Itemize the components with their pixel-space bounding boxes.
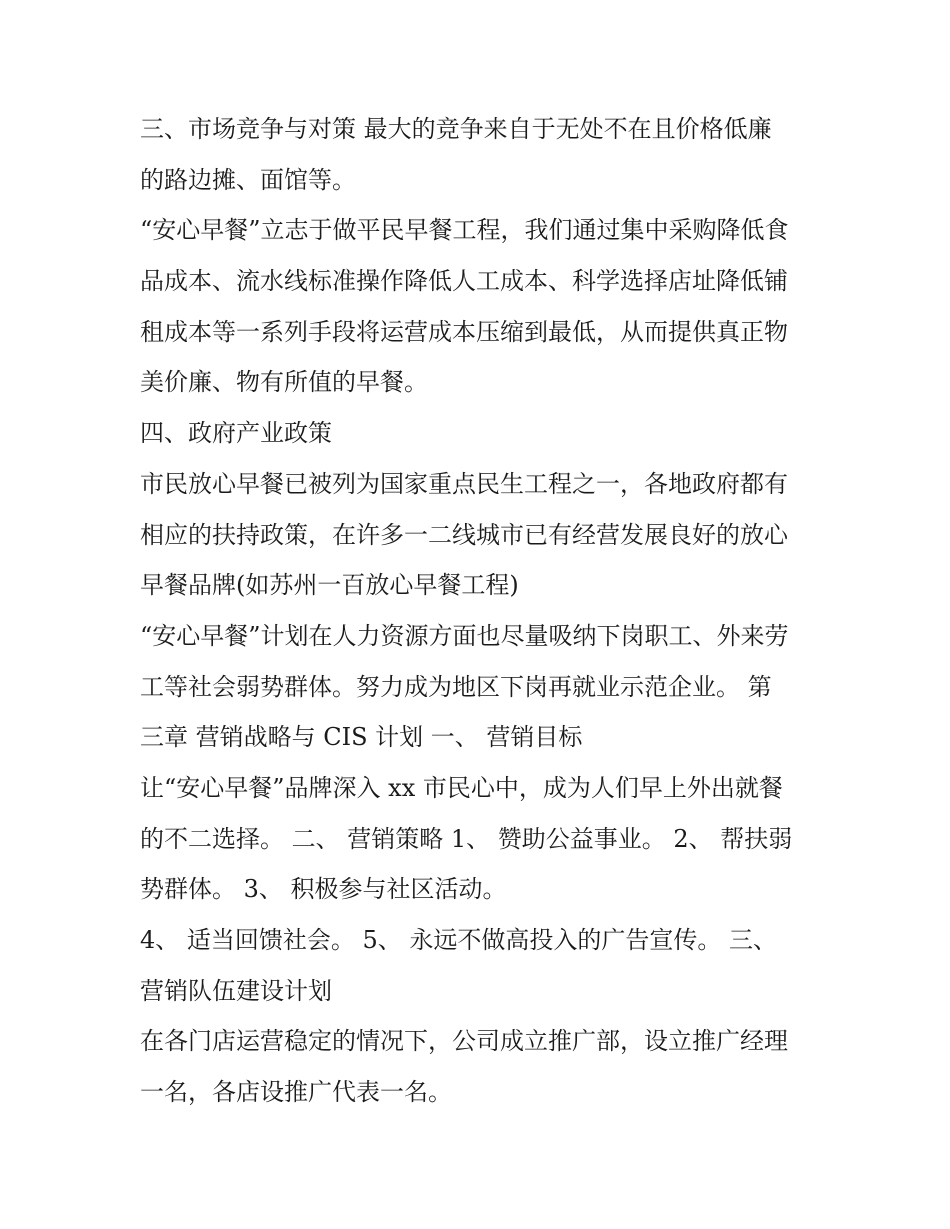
text-line: “安心早餐”立志于做平民早餐工程，我们通过集中采购降低食 (140, 216, 789, 245)
text-line: 让“安心早餐”品牌深入 xx 市民心中，成为人们早上外出就餐 (140, 773, 783, 802)
text-line: 4、 适当回馈社会。 5、 永远不做高投入的广告宣传。 三、 (140, 926, 778, 954)
text-line: 三、市场竞争与对策 最大的竞争来自于无处不在且价格低廉 (140, 115, 772, 143)
text-line: 市民放心早餐已被列为国家重点民生工程之一，各地政府都有 (140, 469, 788, 498)
text-line: 在各门店运营稳定的情况下，公司成立推广部，设立推广经理 (140, 1027, 788, 1056)
text-line: 早餐品牌(如苏州一百放心早餐工程) (140, 571, 519, 600)
text-line: 三章 营销战略与 CIS 计划 一、 营销目标 (140, 723, 583, 752)
text-line: 的路边摊、面馆等。 (140, 165, 356, 194)
text-line: 营销队伍建设计划 (140, 976, 332, 1005)
text-line: 工等社会弱势群体。努力成为地区下岗再就业示范企业。 第 (140, 672, 772, 701)
section-heading: 四、政府产业政策 (140, 419, 332, 448)
text-line: “安心早餐”计划在人力资源方面也尽量吸纳下岗职工、外来劳 (140, 621, 789, 650)
text-line: 一名，各店设推广代表一名。 (140, 1078, 452, 1107)
text-line: 美价廉、物有所值的早餐。 (140, 368, 428, 397)
text-line: 势群体。 3、 积极参与社区活动。 (140, 875, 507, 904)
document-body (140, 104, 820, 1118)
text-line: 品成本、流水线标准操作降低人工成本、科学选择店址降低铺 (140, 267, 788, 296)
text-line: 的不二选择。 二、 营销策略 1、 赞助公益事业。 2、 帮扶弱 (140, 824, 793, 853)
text-line: 租成本等一系列手段将运营成本压缩到最低，从而提供真正物 (140, 317, 788, 346)
text-line: 相应的扶持政策，在许多一二线城市已有经营发展良好的放心 (140, 520, 788, 549)
